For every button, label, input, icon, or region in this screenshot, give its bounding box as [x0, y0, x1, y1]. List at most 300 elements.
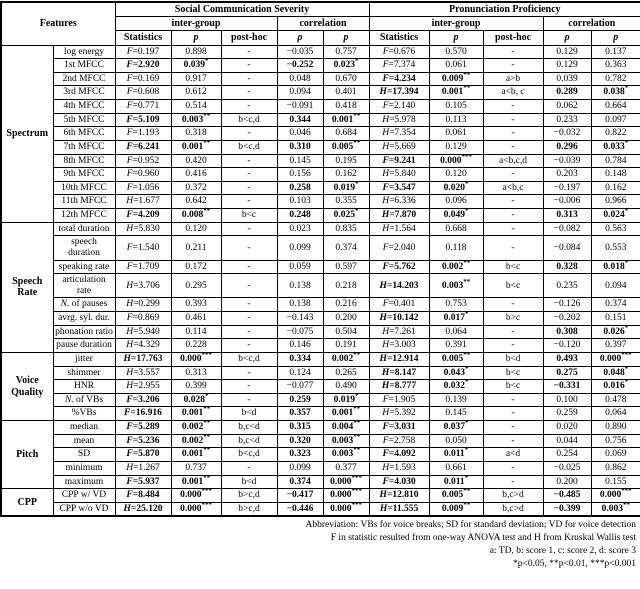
scs-post-hoc: -: [221, 274, 277, 298]
feature-label: speaking rate: [53, 260, 115, 274]
scs-post-hoc: -: [221, 100, 277, 114]
pp-inter-group-p: 0.043*: [429, 366, 483, 380]
scs-inter-group-p: 0.039*: [171, 59, 221, 73]
scs-correlation-p: 0.401: [323, 86, 369, 100]
scs-correlation-p: 0.835: [323, 222, 369, 236]
scs-post-hoc: b<d: [221, 475, 277, 489]
scs-post-hoc: b<c: [221, 209, 277, 223]
scs-statistic: F=0.608: [115, 86, 171, 100]
table-row: [1, 86, 640, 100]
pp-statistic: F=3.031: [369, 421, 429, 435]
pp-inter-group-p: 0.011*: [429, 448, 483, 462]
pp-inter-group-header: inter-group: [369, 17, 543, 31]
table-row: [1, 154, 640, 168]
feature-label: mean: [53, 434, 115, 448]
pp-post-hoc: b,c>d: [483, 502, 543, 516]
feature-label: N. of pauses: [53, 298, 115, 312]
pp-inter-group-p: 0.000***: [429, 154, 483, 168]
scs-statistic: H=1.677: [115, 195, 171, 209]
table-row: [1, 312, 640, 326]
scs-inter-group-p: 0.001**: [171, 448, 221, 462]
scs-post-hoc: -: [221, 181, 277, 195]
pp-correlation-p: 0.890: [591, 421, 640, 435]
pp-section-header: Pronunciation Proficiency: [369, 2, 640, 17]
pp-post-hoc: -: [483, 325, 543, 339]
scs-inter-group-p: 0.295: [171, 274, 221, 298]
scs-correlation-rho: 0.138: [277, 298, 323, 312]
pp-correlation-rho: 0.313: [543, 209, 591, 223]
scs-inter-group-p: 0.318: [171, 127, 221, 141]
scs-inter-group-p: 0.737: [171, 461, 221, 475]
scs-post-hoc: -: [221, 195, 277, 209]
scs-correlation-p: 0.218: [323, 274, 369, 298]
results-table-body: [1, 45, 640, 516]
scs-correlation-p: 0.003**: [323, 448, 369, 462]
scs-post-hoc: -: [221, 236, 277, 260]
scs-correlation-p: 0.670: [323, 72, 369, 86]
scs-post-hoc: b,c<d: [221, 434, 277, 448]
scs-correlation-p: 0.191: [323, 339, 369, 353]
scs-correlation-rho: 0.103: [277, 195, 323, 209]
table-row: [1, 100, 640, 114]
scs-correlation-p: 0.004**: [323, 421, 369, 435]
feature-label: minimum: [53, 461, 115, 475]
pp-correlation-p: 0.553: [591, 236, 640, 260]
pp-statistic: H=14.203: [369, 274, 429, 298]
pp-post-hoc: -: [483, 407, 543, 421]
scs-correlation-rho: −0.077: [277, 380, 323, 394]
scs-correlation-rho: 0.145: [277, 154, 323, 168]
pp-statistic: H=5.392: [369, 407, 429, 421]
results-table-header: [1, 2, 640, 45]
table-row: [1, 461, 640, 475]
scs-correlation-p: 0.216: [323, 298, 369, 312]
table-row: [1, 274, 640, 298]
scs-post-hoc: b<c,d: [221, 113, 277, 127]
results-table: [0, 1, 640, 517]
scs-inter-group-p: 0.114: [171, 325, 221, 339]
scs-statistic: F=5.109: [115, 113, 171, 127]
footnotes: [0, 519, 638, 570]
scs-post-hoc: b<d: [221, 407, 277, 421]
pp-correlation-p: 0.151: [591, 312, 640, 326]
pp-post-hoc: -: [483, 339, 543, 353]
scs-correlation-p: 0.418: [323, 100, 369, 114]
feature-label: 7th MFCC: [53, 140, 115, 154]
feature-label: avrg. syl. dur.: [53, 312, 115, 326]
scs-statistic: F=1.056: [115, 181, 171, 195]
scs-inter-group-p: 0.002**: [171, 434, 221, 448]
scs-inter-group-p: 0.313: [171, 366, 221, 380]
scs-correlation-rho: 0.344: [277, 113, 323, 127]
pp-post-hoc: -: [483, 475, 543, 489]
feature-label: CPP w/ VD: [53, 489, 115, 503]
feature-label: maximum: [53, 475, 115, 489]
scs-statistic: H=1.267: [115, 461, 171, 475]
scs-statistic: F=8.484: [115, 489, 171, 503]
pp-correlation-p: 0.024*: [591, 209, 640, 223]
pp-statistic: H=12.810: [369, 489, 429, 503]
pp-statistic: F=4.234: [369, 72, 429, 86]
scs-statistic: H=3.557: [115, 366, 171, 380]
pp-post-hoc: -: [483, 236, 543, 260]
scs-correlation-rho: 0.138: [277, 274, 323, 298]
scs-correlation-rho: 0.124: [277, 366, 323, 380]
scs-correlation-rho: 0.099: [277, 236, 323, 260]
scs-correlation-p: 0.162: [323, 168, 369, 182]
pp-post-hoc: -: [483, 100, 543, 114]
feature-label: total duration: [53, 222, 115, 236]
scs-statistic: H=4.329: [115, 339, 171, 353]
pp-correlation-p: 0.069: [591, 448, 640, 462]
pp-correlation-rho: 0.493: [543, 352, 591, 366]
scs-correlation-p: 0.002**: [323, 352, 369, 366]
scs-correlation-rho: −0.446: [277, 502, 323, 516]
scs-statistic: F=0.169: [115, 72, 171, 86]
scs-inter-group-p: 0.120: [171, 222, 221, 236]
pp-inter-group-p: 0.009**: [429, 502, 483, 516]
pp-statistic: F=0.401: [369, 298, 429, 312]
scs-correlation-rho: 0.059: [277, 260, 323, 274]
scs-correlation-rho: 0.315: [277, 421, 323, 435]
pp-inter-group-p: 0.001**: [429, 86, 483, 100]
scs-statistic: F=6.241: [115, 140, 171, 154]
scs-inter-group-p: 0.211: [171, 236, 221, 260]
feature-label: HNR: [53, 380, 115, 394]
pp-statistic: F=4.030: [369, 475, 429, 489]
scs-correlation-p: 0.377: [323, 461, 369, 475]
pp-statistic: H=8.777: [369, 380, 429, 394]
scs-inter-group-p: 0.461: [171, 312, 221, 326]
pp-post-hoc: -: [483, 222, 543, 236]
scs-inter-group-p: 0.372: [171, 181, 221, 195]
pp-inter-group-p: 0.145: [429, 407, 483, 421]
pp-post-hoc: -: [483, 45, 543, 59]
pp-post-hoc: b>c: [483, 312, 543, 326]
pp-correlation-p: 0.784: [591, 154, 640, 168]
pp-correlation-rho: 0.129: [543, 59, 591, 73]
scs-post-hoc: -: [221, 260, 277, 274]
pp-statistic: H=10.142: [369, 312, 429, 326]
pp-correlation-p: 0.162: [591, 181, 640, 195]
feature-label: 3rd MFCC: [53, 86, 115, 100]
scs-statistic: F=0.771: [115, 100, 171, 114]
pp-statistic: H=6.336: [369, 195, 429, 209]
scs-post-hoc: b<c,d: [221, 448, 277, 462]
table-row: [1, 140, 640, 154]
table-row: [1, 72, 640, 86]
pp-statistic: H=8.147: [369, 366, 429, 380]
footnote-tests: F in statistic resulted from one-way ANOVA test and H from Kruskal Wallis test: [330, 533, 636, 544]
scs-inter-group-p: 0.003**: [171, 113, 221, 127]
pp-post-hoc: b,c>d: [483, 489, 543, 503]
pp-post-hoc: a<d: [483, 448, 543, 462]
pp-inter-group-p: 0.570: [429, 45, 483, 59]
scs-correlation-rho: 0.334: [277, 352, 323, 366]
scs-correlation-rho: 0.320: [277, 434, 323, 448]
footnote-abbreviations: Abbreviation: VBs for voice breaks; SD for standard deviation; VD for voice detection: [305, 520, 636, 531]
scs-statistic: F=2.920: [115, 59, 171, 73]
header-row-sections: [1, 2, 640, 17]
scs-correlation-p: 0.001**: [323, 113, 369, 127]
scs-inter-group-p: 0.001**: [171, 140, 221, 154]
pp-correlation-p: 0.155: [591, 475, 640, 489]
pp-corr-p-column-header: p: [591, 31, 640, 45]
pp-statistic: F=2.040: [369, 236, 429, 260]
pp-correlation-rho: −0.025: [543, 461, 591, 475]
pp-correlation-rho: 0.235: [543, 274, 591, 298]
table-row: [1, 113, 640, 127]
pp-inter-group-p: 0.129: [429, 140, 483, 154]
table-row: [1, 168, 640, 182]
pp-correlation-rho: −0.084: [543, 236, 591, 260]
table-row: [1, 434, 640, 448]
scs-correlation-p: 0.195: [323, 154, 369, 168]
scs-correlation-p: 0.265: [323, 366, 369, 380]
pp-correlation-p: 0.137: [591, 45, 640, 59]
pp-post-hoc: b<c: [483, 380, 543, 394]
scs-correlation-rho: 0.156: [277, 168, 323, 182]
pp-post-hoc: -: [483, 421, 543, 435]
feature-label: 8th MFCC: [53, 154, 115, 168]
pp-correlation-p: 0.038*: [591, 86, 640, 100]
scs-inter-group-p: 0.008**: [171, 209, 221, 223]
scs-inter-group-p: 0.000***: [171, 352, 221, 366]
scs-correlation-rho: −0.091: [277, 100, 323, 114]
scs-inter-group-p: 0.612: [171, 86, 221, 100]
feature-label: 5th MFCC: [53, 113, 115, 127]
pp-statistic: H=5.669: [369, 140, 429, 154]
table-row: [1, 502, 640, 516]
feature-label: median: [53, 421, 115, 435]
scs-correlation-p: 0.000***: [323, 475, 369, 489]
scs-statistic: F=5.236: [115, 434, 171, 448]
pp-statistic: F=7.374: [369, 59, 429, 73]
pp-inter-group-p: 0.661: [429, 461, 483, 475]
scs-statistic: F=3.206: [115, 393, 171, 407]
pp-post-hoc: -: [483, 113, 543, 127]
pp-post-hoc: -: [483, 434, 543, 448]
scs-post-hoc: -: [221, 339, 277, 353]
scs-post-hoc: b<c,d: [221, 140, 277, 154]
pp-correlation-p: 0.026*: [591, 325, 640, 339]
pp-correlation-rho: 0.200: [543, 475, 591, 489]
pp-post-hoc: a<b, c: [483, 86, 543, 100]
scs-inter-group-p: 0.399: [171, 380, 221, 394]
scs-correlation-rho: 0.357: [277, 407, 323, 421]
pp-statistic: H=7.354: [369, 127, 429, 141]
pp-correlation-rho: −0.126: [543, 298, 591, 312]
scs-statistic: F=0.952: [115, 154, 171, 168]
pp-correlation-p: 0.148: [591, 168, 640, 182]
pp-correlation-rho: −0.197: [543, 181, 591, 195]
pp-correlation-rho: −0.039: [543, 154, 591, 168]
scs-correlation-rho: 0.374: [277, 475, 323, 489]
scs-post-hoc: -: [221, 380, 277, 394]
scs-correlation-p: 0.000***: [323, 489, 369, 503]
table-row: [1, 366, 640, 380]
pp-inter-group-p: 0.391: [429, 339, 483, 353]
pp-inter-group-p: 0.061: [429, 127, 483, 141]
pp-post-hoc: a<b,c: [483, 181, 543, 195]
scs-post-hoc: -: [221, 325, 277, 339]
footnote-significance: *p<0.05, **p<0.01, ***p<0.001: [513, 558, 636, 569]
pp-inter-group-p: 0.020*: [429, 181, 483, 195]
pp-post-hoc: a<b,c,d: [483, 154, 543, 168]
pp-correlation-p: 0.064: [591, 407, 640, 421]
scs-post-hoc: -: [221, 298, 277, 312]
scs-inter-group-p: 0.001**: [171, 475, 221, 489]
pp-statistic: F=0.676: [369, 45, 429, 59]
scs-post-hoc: b<c,d: [221, 352, 277, 366]
scs-statistic: H=0.299: [115, 298, 171, 312]
feature-label: log energy: [53, 45, 115, 59]
table-row: [1, 181, 640, 195]
pp-correlation-rho: −0.006: [543, 195, 591, 209]
feature-group-label: Pitch: [1, 421, 53, 489]
scs-statistic: F=1.193: [115, 127, 171, 141]
scs-correlation-rho: 0.310: [277, 140, 323, 154]
table-row: [1, 339, 640, 353]
scs-correlation-p: 0.374: [323, 236, 369, 260]
scs-inter-group-p: 0.917: [171, 72, 221, 86]
scs-correlation-rho: 0.259: [277, 393, 323, 407]
scs-correlation-p: 0.200: [323, 312, 369, 326]
scs-correlation-p: 0.023*: [323, 59, 369, 73]
pp-correlation-p: 0.374: [591, 298, 640, 312]
scs-correlation-p: 0.003**: [323, 434, 369, 448]
scs-post-hoc: -: [221, 72, 277, 86]
scs-correlation-rho: −0.143: [277, 312, 323, 326]
scs-correlation-p: 0.757: [323, 45, 369, 59]
scs-statistic: F=4.209: [115, 209, 171, 223]
feature-label: 10th MFCC: [53, 181, 115, 195]
scs-statistic: F=5.289: [115, 421, 171, 435]
pp-correlation-p: 0.048*: [591, 366, 640, 380]
pp-post-hoc: -: [483, 461, 543, 475]
feature-group-label: Voice Quality: [1, 352, 53, 420]
scs-statistic: F=5.870: [115, 448, 171, 462]
feature-label: shimmer: [53, 366, 115, 380]
pp-correlation-rho: 0.233: [543, 113, 591, 127]
scs-post-hoc: -: [221, 393, 277, 407]
pp-correlation-header: correlation: [543, 17, 640, 31]
feature-label: phonation ratio: [53, 325, 115, 339]
scs-correlation-rho: −0.035: [277, 45, 323, 59]
footnote-group-codes: a: TD, b: score 1, c: score 2, d: score 3: [489, 546, 636, 557]
feature-group-label: Spectrum: [1, 45, 53, 222]
feature-label: 4th MFCC: [53, 100, 115, 114]
pp-correlation-rho: 0.100: [543, 393, 591, 407]
scs-correlation-rho: −0.075: [277, 325, 323, 339]
scs-statistic: F=1.709: [115, 260, 171, 274]
scs-post-hoc: b>c,d: [221, 502, 277, 516]
pp-inter-group-p: 0.032*: [429, 380, 483, 394]
scs-correlation-p: 0.490: [323, 380, 369, 394]
scs-post-hoc: -: [221, 45, 277, 59]
pp-correlation-p: 0.000***: [591, 352, 640, 366]
pp-correlation-p: 0.563: [591, 222, 640, 236]
pp-correlation-rho: 0.020: [543, 421, 591, 435]
scs-post-hoc: -: [221, 461, 277, 475]
pp-statistics-column-header: Statistics: [369, 31, 429, 45]
feature-label: 12th MFCC: [53, 209, 115, 223]
pp-statistic: H=5.840: [369, 168, 429, 182]
table-row: [1, 195, 640, 209]
pp-correlation-rho: 0.062: [543, 100, 591, 114]
feature-label: CPP w/o VD: [53, 502, 115, 516]
pp-correlation-rho: −0.331: [543, 380, 591, 394]
pp-inter-group-p: 0.118: [429, 236, 483, 260]
scs-correlation-rho: 0.248: [277, 209, 323, 223]
feature-label: 2nd MFCC: [53, 72, 115, 86]
scs-post-hoc-column-header: post-hoc: [221, 31, 277, 45]
pp-correlation-rho: −0.202: [543, 312, 591, 326]
scs-inter-group-p: 0.416: [171, 168, 221, 182]
feature-label: 1st MFCC: [53, 59, 115, 73]
pp-inter-group-p: 0.096: [429, 195, 483, 209]
scs-statistic: F=0.960: [115, 168, 171, 182]
pp-correlation-p: 0.363: [591, 59, 640, 73]
pp-inter-group-p: 0.049*: [429, 209, 483, 223]
feature-label: SD: [53, 448, 115, 462]
pp-inter-group-p: 0.113: [429, 113, 483, 127]
pp-inter-group-p: 0.011*: [429, 475, 483, 489]
feature-label: articulation rate: [53, 274, 115, 298]
scs-correlation-rho: 0.023: [277, 222, 323, 236]
scs-statistic: F=1.540: [115, 236, 171, 260]
pp-statistic: H=3.003: [369, 339, 429, 353]
pp-inter-group-p: 0.064: [429, 325, 483, 339]
pp-correlation-rho: −0.032: [543, 127, 591, 141]
scs-inter-group-p: 0.393: [171, 298, 221, 312]
scs-inter-group-p: 0.000***: [171, 489, 221, 503]
feature-label: 6th MFCC: [53, 127, 115, 141]
scs-statistic: H=3.706: [115, 274, 171, 298]
scs-correlation-p: 0.005**: [323, 140, 369, 154]
features-header: Features: [1, 2, 115, 45]
scs-post-hoc: -: [221, 366, 277, 380]
pp-statistic: F=5.762: [369, 260, 429, 274]
pp-post-hoc: b<c: [483, 366, 543, 380]
scs-correlation-rho: 0.094: [277, 86, 323, 100]
pp-correlation-rho: −0.399: [543, 502, 591, 516]
pp-inter-group-p: 0.005**: [429, 352, 483, 366]
pp-correlation-rho: 0.254: [543, 448, 591, 462]
pp-post-hoc: a>b: [483, 72, 543, 86]
scs-inter-group-p: 0.028*: [171, 393, 221, 407]
pp-inter-group-p: 0.061: [429, 59, 483, 73]
scs-correlation-rho: 0.323: [277, 448, 323, 462]
pp-post-hoc: b<d: [483, 352, 543, 366]
feature-label: 11th MFCC: [53, 195, 115, 209]
pp-inter-group-p: 0.002**: [429, 260, 483, 274]
scs-inter-group-header: inter-group: [115, 17, 277, 31]
pp-inter-group-p: 0.753: [429, 298, 483, 312]
pp-rho-column-header: ρ: [543, 31, 591, 45]
pp-inter-group-p: 0.017*: [429, 312, 483, 326]
scs-post-hoc: -: [221, 222, 277, 236]
pp-correlation-p: 0.862: [591, 461, 640, 475]
pp-correlation-rho: 0.275: [543, 366, 591, 380]
pp-statistic: F=1.905: [369, 393, 429, 407]
pp-correlation-p: 0.756: [591, 434, 640, 448]
scs-correlation-p: 0.597: [323, 260, 369, 274]
pp-p-column-header: p: [429, 31, 483, 45]
table-row: [1, 236, 640, 260]
pp-inter-group-p: 0.668: [429, 222, 483, 236]
pp-correlation-rho: 0.289: [543, 86, 591, 100]
